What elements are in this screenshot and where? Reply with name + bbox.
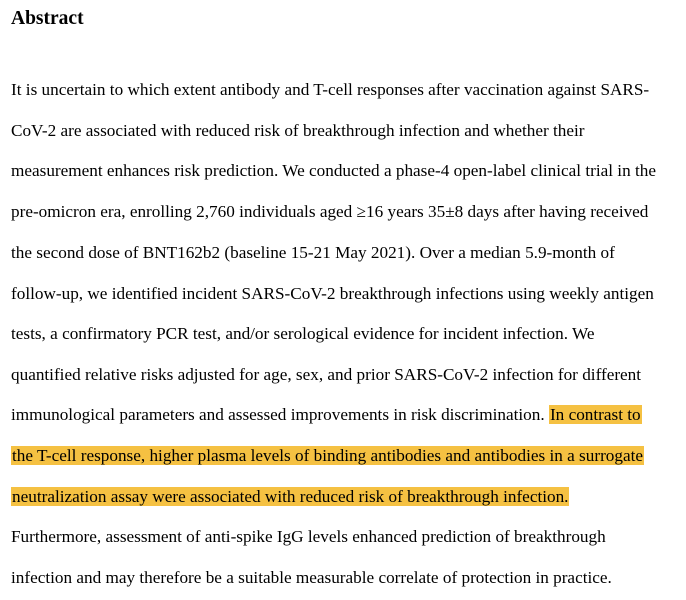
line-text: tests, a confirmatory PCR test, and/or serological evidence for incident infection. We xyxy=(11,324,595,343)
abstract-line xyxy=(11,282,654,306)
line-text: quantified relative risks adjusted for age, sex, and prior SARS-CoV-2 infection for different xyxy=(11,365,642,384)
abstract-line xyxy=(11,241,615,265)
abstract-line xyxy=(11,119,585,143)
line-text: pre-omicron era, enrolling 2,760 individuals aged ≥16 years 35±8 days after having received xyxy=(11,202,649,221)
abstract-line xyxy=(11,159,656,183)
abstract-line xyxy=(11,403,642,427)
abstract-line xyxy=(11,322,594,346)
line-text: measurement enhances risk prediction. We conducted a phase-4 open-label clinical trial in the xyxy=(11,161,656,180)
abstract-line xyxy=(11,444,644,468)
highlighted-text: In contrast to xyxy=(549,405,641,424)
abstract-line xyxy=(11,363,641,387)
line-text: infection and may therefore be a suitable measurable correlate of protection in practice. xyxy=(11,568,612,587)
highlighted-text: the T-cell response, higher plasma levels of binding antibodies and antibodies in a surrogate xyxy=(12,446,644,465)
line-text: follow-up, we identified incident SARS-CoV-2 breakthrough infections using weekly antigen xyxy=(11,284,654,303)
line-text: immunological parameters and assessed improvements in risk discrimination. xyxy=(11,405,545,424)
abstract-line xyxy=(11,200,648,224)
abstract-line xyxy=(11,78,649,102)
abstract-line xyxy=(11,525,606,549)
line-text: Furthermore, assessment of anti-spike IgG levels enhanced prediction of breakthrough xyxy=(11,527,606,546)
line-text: It is uncertain to which extent antibody and T-cell responses after vaccination against SARS- xyxy=(11,80,650,99)
abstract-heading: Abstract xyxy=(11,8,84,29)
abstract-line xyxy=(11,485,569,509)
line-text: the second dose of BNT162b2 (baseline 15-21 May 2021). Over a median 5.9-month of xyxy=(11,243,615,262)
abstract-line xyxy=(11,566,612,590)
highlighted-text: neutralization assay were associated with reduced risk of breakthrough infection. xyxy=(12,487,569,506)
line-text: CoV-2 are associated with reduced risk of breakthrough infection and whether their xyxy=(11,121,585,140)
